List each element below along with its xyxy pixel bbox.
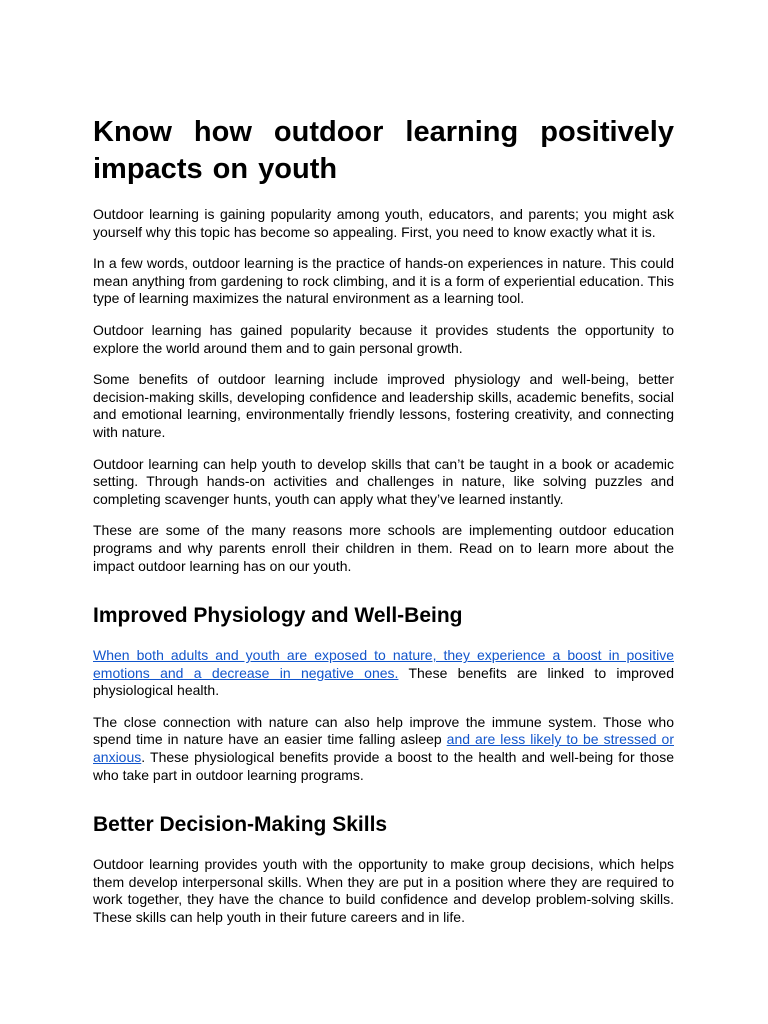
intro-paragraph: Outdoor learning has gained popularity because it provides students the opportunity to explore the world around them and to gain personal growth. [93,321,674,356]
intro-paragraph: Outdoor learning can help youth to develop skills that can’t be taught in a book or academic setting. Through hands-on activities and challenges in nature, like solving puzzles and completing scavenger hunts, youth can apply what they’ve learned instantly. [93,455,674,507]
paragraph-text: The close connection with nature can also help improve the immune system. Those who spend time in nature have an easier time falling asleep [93,713,674,748]
intro-paragraph: In a few words, outdoor learning is the practice of hands-on experiences in nature. This could mean anything from gardening to rock climbing, and it is a form of experiential education. This type of learning maximizes the natural environment as a learning tool. [93,255,674,307]
section-heading-decision-making: Better Decision-Making Skills [93,813,388,837]
page-title: Know how outdoor learning positively impacts on youth [93,116,674,185]
paragraph-text: . These physiological benefits provide a boost to the health and well-being for those who take part in outdoor learning programs. [93,749,674,783]
intro-paragraph: Outdoor learning is gaining popularity among youth, educators, and parents; you might ask yourself why this topic has become so appealing. First, you need to know exactly what it is. [93,206,674,240]
intro-paragraph: Some benefits of outdoor learning include improved physiology and well-being, better decision-making skills, developing confidence and leadership skills, academic benefits, social and emotional learning, environmentally friendly lessons, fostering creativity, and connecting with nature. [93,371,674,440]
physiology-paragraph-1 [93,647,674,700]
intro-paragraph: These are some of the many reasons more schools are implementing outdoor education programs and why parents enroll their children in them. Read on to learn more about the impact outdoor learning has on our youth. [93,522,674,574]
decision-making-paragraph: Outdoor learning provides youth with the opportunity to make group decisions, which helps them develop interpersonal skills. When they are put in a position where they are required to work together, they have the chance to build confidence and develop problem-solving skills. These skills can help youth in their future careers and in life. [93,856,674,926]
paragraph-text: These benefits are linked to improved physiological health. [93,664,674,699]
section-heading-physiology: Improved Physiology and Well-Being [93,604,463,628]
positive-emotions-link[interactable]: When both adults and youth are exposed to nature, they experience a boost in positive emotions and a decrease in negative ones. [93,647,674,681]
stress-anxiety-link[interactable]: and are less likely to be stressed or anxious [93,731,674,766]
physiology-paragraph-2 [93,714,674,784]
